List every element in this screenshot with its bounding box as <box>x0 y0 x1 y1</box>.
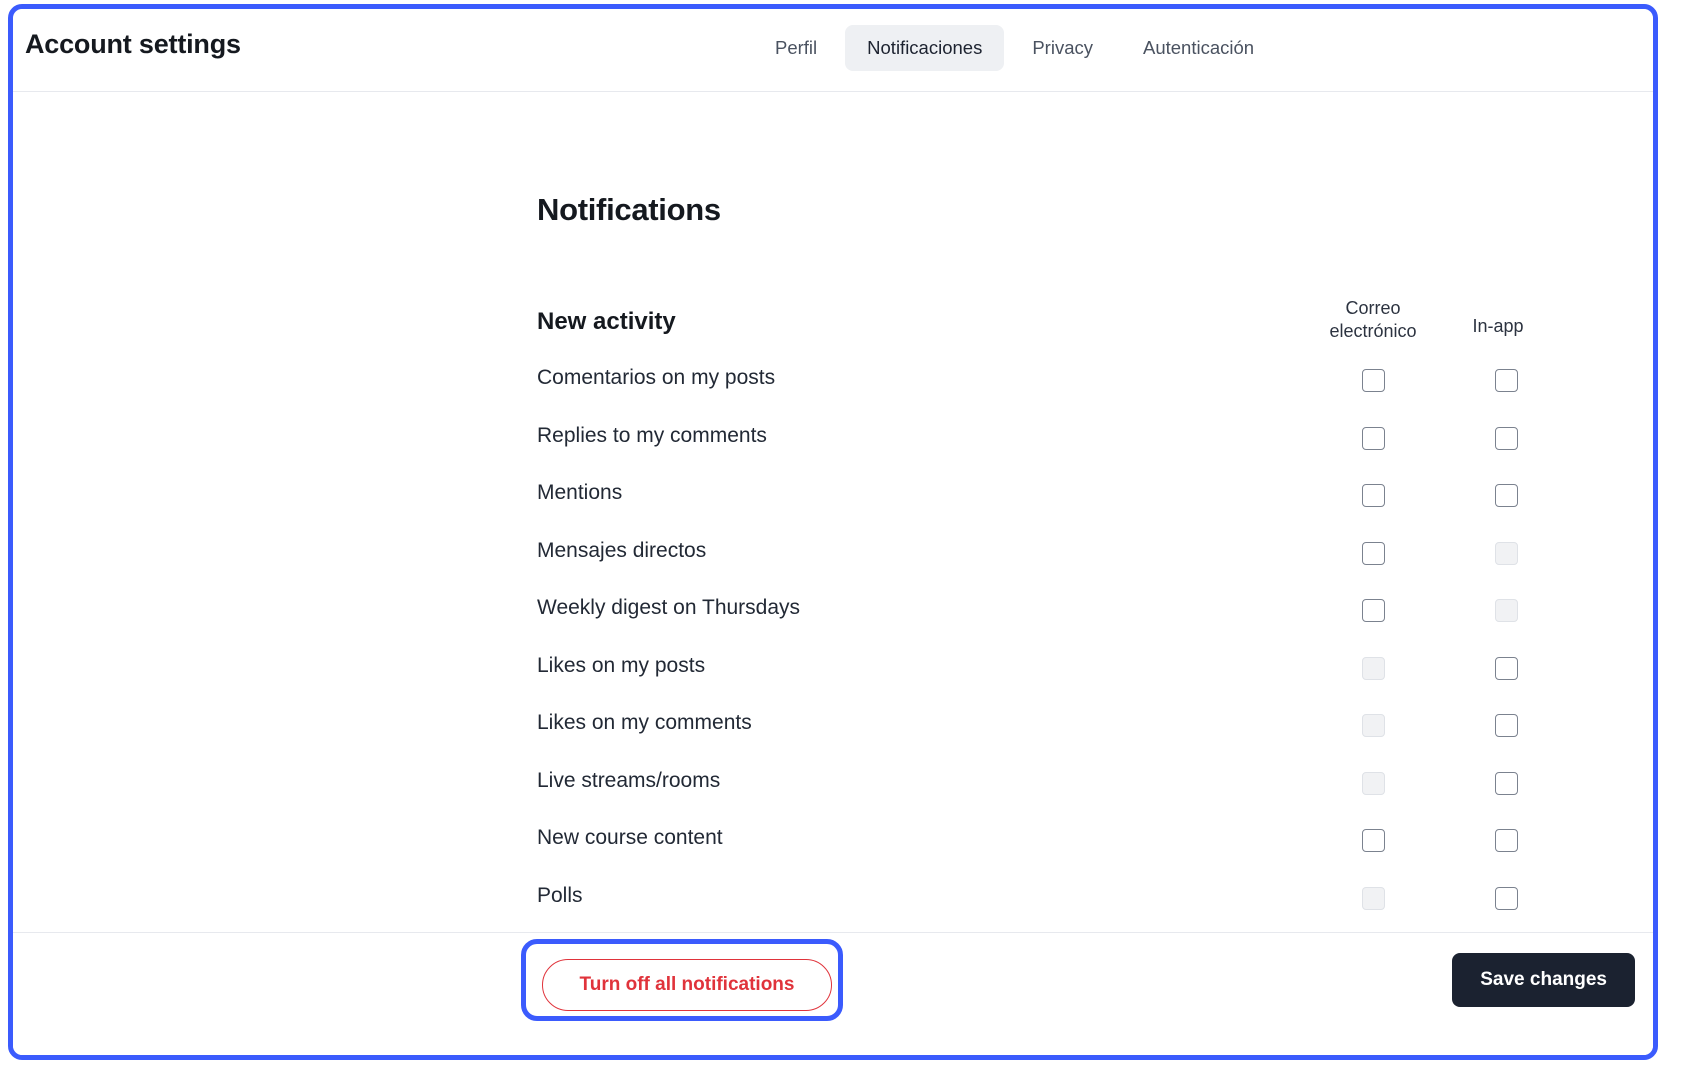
checkbox-in-app[interactable] <box>1495 829 1518 852</box>
row-label: Polls <box>537 883 583 907</box>
checkbox-in-app[interactable] <box>1495 369 1518 392</box>
notification-row <box>13 412 1653 470</box>
checkbox-email[interactable] <box>1362 484 1385 507</box>
notification-row <box>13 527 1653 585</box>
checkbox-email[interactable] <box>1362 599 1385 622</box>
account-settings-card <box>13 9 1653 1055</box>
row-label: Likes on my posts <box>537 653 706 677</box>
row-label: Weekly digest on Thursdays <box>537 596 801 619</box>
checkbox-email[interactable] <box>1362 542 1385 565</box>
checkbox-in-app[interactable] <box>1495 427 1518 450</box>
notification-row <box>13 814 1653 872</box>
checkbox-in-app[interactable] <box>1495 484 1518 507</box>
checkbox-email <box>1362 714 1385 737</box>
checkbox-email[interactable] <box>1362 829 1385 852</box>
row-label: New course content <box>537 826 723 849</box>
group-title-new-activity: New activity <box>537 308 676 335</box>
checkbox-in-app[interactable] <box>1495 772 1518 795</box>
checkbox-email[interactable] <box>1362 427 1385 450</box>
settings-body <box>13 92 1653 932</box>
footer-bar <box>13 932 1653 1055</box>
checkbox-in-app[interactable] <box>1495 887 1518 910</box>
column-header-in-app: In-app <box>1472 316 1524 336</box>
checkbox-in-app[interactable] <box>1495 714 1518 737</box>
tab-perfil[interactable]: Perfil <box>775 37 818 58</box>
checkbox-in-app[interactable] <box>1495 657 1518 680</box>
section-title-notifications: Notifications <box>537 192 721 227</box>
row-label: Mensajes directos <box>537 538 707 562</box>
row-label: Likes on my comments <box>537 711 752 734</box>
tab-notificaciones[interactable]: Notificaciones <box>845 25 1004 71</box>
notification-row <box>13 642 1653 700</box>
notification-rows <box>13 354 1653 987</box>
row-label: Mentions <box>537 481 623 504</box>
header-bar <box>13 9 1653 92</box>
checkbox-email <box>1362 887 1385 910</box>
turn-off-highlight-frame <box>521 939 843 1021</box>
checkbox-email <box>1362 657 1385 680</box>
settings-tabs <box>753 25 1276 71</box>
notification-row <box>13 872 1653 930</box>
column-header-email: Correo electrónico <box>1329 298 1417 341</box>
notification-row <box>13 469 1653 527</box>
row-label: Replies to my comments <box>537 423 767 447</box>
notification-row <box>13 699 1653 757</box>
tab-privacy[interactable]: Privacy <box>1032 37 1093 58</box>
tab-autenticacion[interactable]: Autenticación <box>1142 37 1255 58</box>
notification-row <box>13 584 1653 642</box>
save-changes-button[interactable]: Save changes <box>1452 953 1635 1007</box>
notification-row <box>13 354 1653 412</box>
turn-off-all-notifications-button[interactable]: Turn off all notifications <box>542 959 832 1011</box>
checkbox-in-app <box>1495 599 1518 622</box>
row-label: Live streams/rooms <box>537 768 721 792</box>
checkbox-email[interactable] <box>1362 369 1385 392</box>
checkbox-in-app <box>1495 542 1518 565</box>
notification-row <box>13 757 1653 815</box>
page-title: Account settings <box>25 29 241 59</box>
checkbox-email <box>1362 772 1385 795</box>
row-label: Comentarios on my posts <box>537 366 776 389</box>
